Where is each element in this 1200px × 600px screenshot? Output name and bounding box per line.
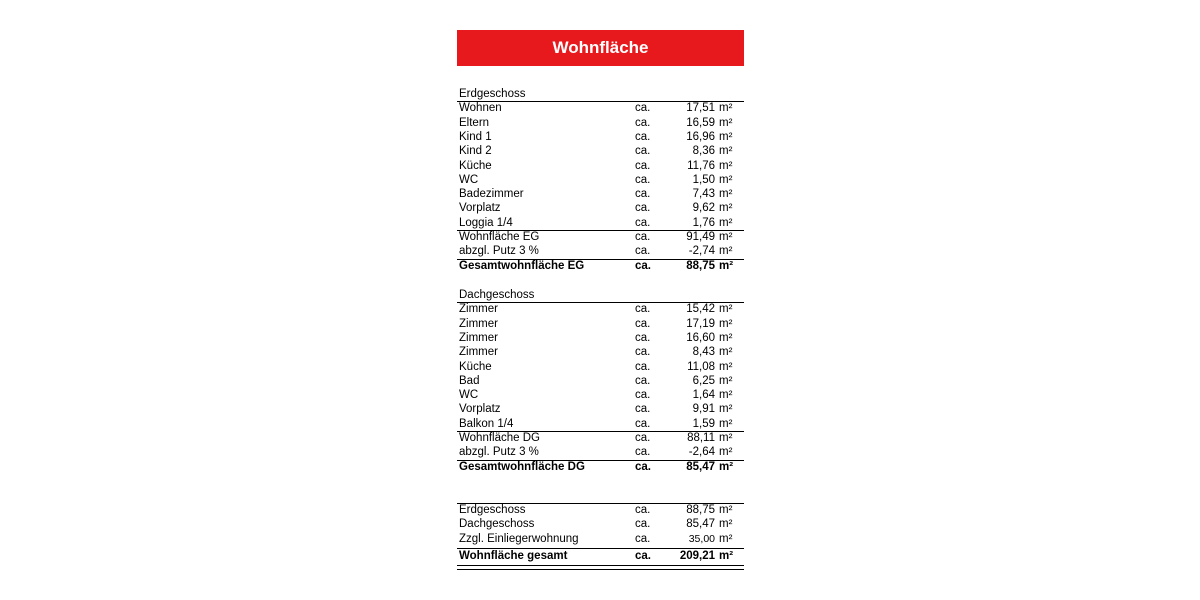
row-ca: ca. xyxy=(635,188,651,201)
row-label: Vorplatz xyxy=(459,202,501,215)
room-row xyxy=(457,159,744,173)
row-value: 11,08 xyxy=(687,360,715,373)
room-row xyxy=(457,360,744,374)
row-label: Küche xyxy=(459,159,492,172)
row-unit: m² xyxy=(719,417,733,430)
room-row xyxy=(457,144,744,158)
row-ca: ca. xyxy=(635,460,651,473)
row-label: Gesamtwohnfläche DG xyxy=(459,460,585,473)
row-ca: ca. xyxy=(635,518,651,531)
row-unit: m² xyxy=(719,231,733,243)
room-row xyxy=(457,101,744,115)
row-ca: ca. xyxy=(635,417,651,430)
row-label: Wohnen xyxy=(459,102,502,115)
row-ca: ca. xyxy=(635,303,651,316)
room-row xyxy=(457,130,744,144)
row-value: 11,76 xyxy=(687,159,715,172)
row-ca: ca. xyxy=(635,216,651,229)
row-value: 15,42 xyxy=(686,303,715,316)
row-unit: m² xyxy=(719,173,733,186)
row-value: 88,11 xyxy=(687,432,715,444)
row-label: Küche xyxy=(459,360,492,373)
row-value: 6,25 xyxy=(692,374,715,387)
row-label: Vorplatz xyxy=(459,403,501,416)
room-row xyxy=(457,201,744,215)
row-unit: m² xyxy=(719,518,733,531)
row-unit: m² xyxy=(719,374,733,387)
row-value: 9,91 xyxy=(692,403,715,416)
row-label: Wohnfläche DG xyxy=(459,432,540,444)
row-value: 1,59 xyxy=(692,417,715,430)
row-label: Badezimmer xyxy=(459,188,524,201)
subtotal-row xyxy=(457,431,744,445)
row-label: Loggia 1/4 xyxy=(459,216,513,229)
row-ca: ca. xyxy=(635,102,651,115)
row-ca: ca. xyxy=(635,159,651,172)
row-value: 17,51 xyxy=(686,102,715,115)
row-value: 35,00 xyxy=(688,532,715,545)
row-ca: ca. xyxy=(635,504,651,516)
row-value: -2,74 xyxy=(688,245,715,258)
row-ca: ca. xyxy=(635,403,651,416)
row-label: Kind 1 xyxy=(459,130,492,143)
row-unit: m² xyxy=(719,460,734,473)
row-value: 16,60 xyxy=(686,331,715,344)
row-label: Erdgeschoss xyxy=(459,88,526,100)
row-value: 85,47 xyxy=(686,518,715,531)
row-ca: ca. xyxy=(635,145,651,158)
room-row xyxy=(457,388,744,402)
row-label: Wohnfläche gesamt xyxy=(459,550,568,563)
row-value: 1,76 xyxy=(692,216,715,229)
row-ca: ca. xyxy=(635,389,651,402)
row-ca: ca. xyxy=(635,116,651,129)
row-unit: m² xyxy=(719,432,733,444)
row-unit: m² xyxy=(719,504,733,516)
row-unit: m² xyxy=(719,202,733,215)
row-label: WC xyxy=(459,389,479,402)
row-unit: m² xyxy=(719,389,733,402)
row-ca: ca. xyxy=(635,432,651,444)
room-row xyxy=(457,216,744,230)
summary-row xyxy=(457,532,744,546)
row-unit: m² xyxy=(719,245,733,258)
row-value: 17,19 xyxy=(686,317,715,330)
room-row xyxy=(457,345,744,359)
row-label: Dachgeschoss xyxy=(459,518,535,531)
row-ca: ca. xyxy=(635,346,651,359)
room-row xyxy=(457,173,744,187)
row-unit: m² xyxy=(719,303,733,316)
subtotal-row xyxy=(457,230,744,244)
row-unit: m² xyxy=(719,130,733,143)
row-label: Balkon 1/4 xyxy=(459,417,514,430)
row-unit: m² xyxy=(719,532,733,545)
row-value: 8,43 xyxy=(692,346,715,359)
room-row xyxy=(457,374,744,388)
row-value: 88,75 xyxy=(686,259,715,272)
total-row xyxy=(457,259,744,273)
row-unit: m² xyxy=(719,550,734,563)
row-unit: m² xyxy=(719,102,733,115)
row-label: Kind 2 xyxy=(459,145,492,158)
row-value: 1,50 xyxy=(692,173,715,186)
row-unit: m² xyxy=(719,145,733,158)
row-unit: m² xyxy=(719,331,733,344)
row-ca: ca. xyxy=(635,374,651,387)
room-row xyxy=(457,187,744,201)
deduction-row xyxy=(457,445,744,459)
row-ca: ca. xyxy=(635,331,651,344)
row-label: Eltern xyxy=(459,116,490,129)
row-label: abzgl. Putz 3 % xyxy=(459,245,539,258)
section-heading xyxy=(457,288,744,302)
row-ca: ca. xyxy=(635,360,651,373)
row-label: Zimmer xyxy=(459,331,498,344)
row-ca: ca. xyxy=(635,245,651,258)
room-row xyxy=(457,402,744,416)
row-value: 1,64 xyxy=(692,389,715,402)
row-label: Zzgl. Einliegerwohnung xyxy=(459,532,579,545)
row-value: 91,49 xyxy=(686,231,715,243)
page-title: Wohnfläche xyxy=(457,30,744,66)
section-heading xyxy=(457,87,744,101)
room-row xyxy=(457,417,744,431)
room-row xyxy=(457,331,744,345)
row-ca: ca. xyxy=(635,532,651,545)
row-unit: m² xyxy=(719,360,733,373)
row-unit: m² xyxy=(719,317,733,330)
row-label: Erdgeschoss xyxy=(459,504,526,516)
room-row xyxy=(457,116,744,130)
row-label: Gesamtwohnfläche EG xyxy=(459,259,585,272)
row-label: Zimmer xyxy=(459,346,498,359)
row-unit: m² xyxy=(719,116,733,129)
row-unit: m² xyxy=(719,446,733,459)
row-value: 7,43 xyxy=(692,188,715,201)
total-row xyxy=(457,460,744,474)
row-value: 9,62 xyxy=(692,202,715,215)
room-row xyxy=(457,302,744,316)
row-ca: ca. xyxy=(635,231,651,243)
row-unit: m² xyxy=(719,159,733,172)
summary-row xyxy=(457,517,744,531)
row-ca: ca. xyxy=(635,202,651,215)
row-ca: ca. xyxy=(635,550,651,563)
row-ca: ca. xyxy=(635,173,651,186)
row-value: 16,59 xyxy=(686,116,715,129)
row-label: Bad xyxy=(459,374,480,387)
row-ca: ca. xyxy=(635,130,651,143)
row-unit: m² xyxy=(719,346,733,359)
row-label: Zimmer xyxy=(459,317,498,330)
row-unit: m² xyxy=(719,188,733,201)
row-ca: ca. xyxy=(635,259,651,272)
deduction-row xyxy=(457,244,744,258)
row-unit: m² xyxy=(719,403,733,416)
row-label: WC xyxy=(459,173,479,186)
row-label: Wohnfläche EG xyxy=(459,231,540,243)
grand-total-double-underline xyxy=(457,565,744,570)
row-value: -2,64 xyxy=(688,446,715,459)
summary-row xyxy=(457,503,744,517)
row-unit: m² xyxy=(719,259,734,272)
row-label: abzgl. Putz 3 % xyxy=(459,446,539,459)
row-ca: ca. xyxy=(635,317,651,330)
room-row xyxy=(457,317,744,331)
grand-total-row xyxy=(457,549,744,563)
row-value: 8,36 xyxy=(692,145,715,158)
row-label: Dachgeschoss xyxy=(459,289,535,301)
row-unit: m² xyxy=(719,216,733,229)
row-value: 16,96 xyxy=(686,130,715,143)
row-value: 88,75 xyxy=(686,504,715,516)
row-value: 209,21 xyxy=(679,550,715,563)
row-ca: ca. xyxy=(635,446,651,459)
row-label: Zimmer xyxy=(459,303,498,316)
row-value: 85,47 xyxy=(686,460,715,473)
